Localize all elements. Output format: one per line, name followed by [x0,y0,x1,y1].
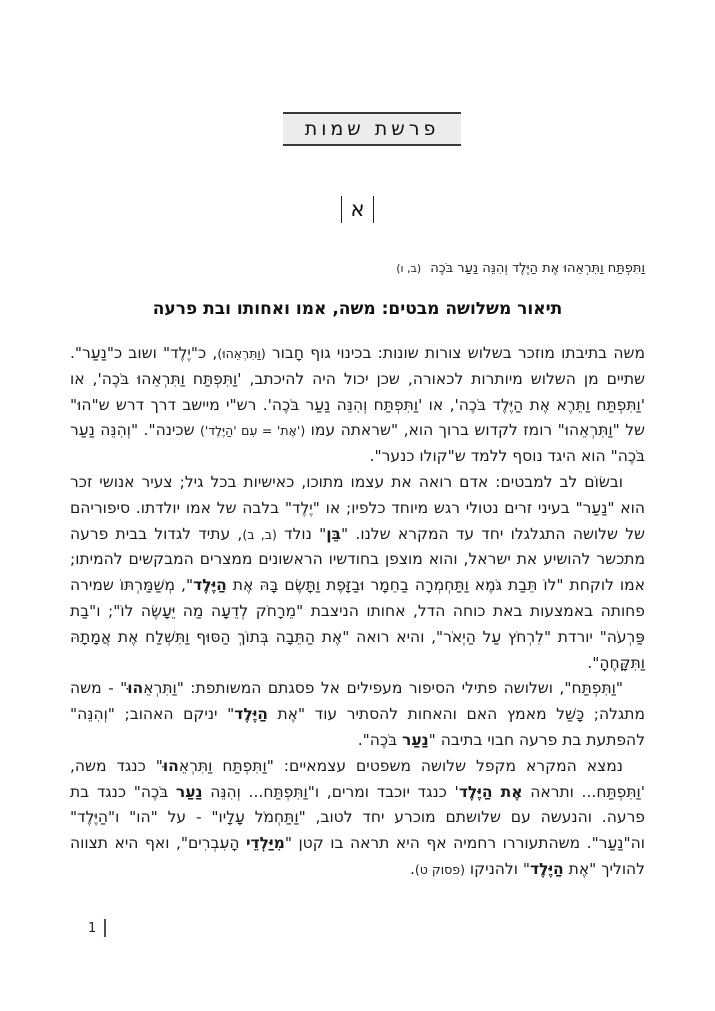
text-segment: מִיַּלְדֵי [245,834,285,853]
parsha-header-box [283,112,461,146]
page-number-divider [104,919,106,937]
chapter-marker-bar-left [373,196,374,223]
text-segment: " יניקם האהוב; "וְהִנֵּה" להפתעת בת פרעה חבוי בתיבה " [70,705,645,749]
text-segment: , עתיד לגדול בבית פרעה מתכשר להושיע את ישראל, והוא מוצפן בחודשיו הראשונים ממצרים המבקשים להמיתו; אמו לוקחת "לוֹ תֵּבַת גֹּמֶא וַתַּחְמְרָה בַחֵמָר וּבַזָּפֶת וַתָּשֶׂם בָּהּ אֶת [70,524,645,595]
section-heading: תיאור משלושה מבטים: משה, אמו ואחותו ובת פרעה [152,299,563,319]
text-segment: אֶת הַיֶּלֶד [458,782,523,801]
text-segment: הַיֶּלֶד [193,576,227,595]
text-segment: " - משה מתגלה; כָּשַׁל מאמץ האם והאחות להסתיר עוד "אֶת [70,679,645,724]
paragraph [70,470,645,676]
text-segment: " נולד [276,524,327,543]
paragraph [70,341,645,470]
chapter-marker-bar-right [341,196,342,223]
text-segment: נַעַר [402,730,429,749]
text-segment: " ולהניקו [464,859,530,878]
text-segment: בֹּכֶה" כנגד בת פרעה. והנעשה עם שלושתם מוכרע יחד לטוב, "וַתַּחְמֹל עָלָיו" - על "הו" ו"הַיֶּלֶד" וה"נַעַר". משהתעוררו רחמיה אף היא תראה בו קטן " [70,782,645,853]
text-segment: הָעִבְרִים", ואף היא תצווה להוליך "אֶת [70,834,645,878]
text-segment: " כנגד משה, 'וַתִּפְתַּח... ותראה [70,756,645,801]
text-segment: הַיֶּלֶד [530,859,564,878]
text-segment: (פסוק ט) [414,861,465,877]
text-segment: בֹּכֶה". [357,730,402,749]
verse-text: וַתִּפְתַּח וַתִּרְאֵהוּ אֶת הַיֶּלֶד וְהִנֵּה נַעַר בֹּכֶה [430,261,645,276]
chapter-letter: א [350,196,365,221]
body-text [70,341,645,883]
text-segment: (וַתִּרְאֵהוּ) [217,346,266,361]
text-segment: . [409,859,415,878]
text-segment: שכינה". "וְהִנֵּה נַעַר בֹּכֶה" הוא היגד נוסף ללמד ש"קולו כנער". [70,421,645,466]
text-segment: , כ"יֶלֶד" ושוב כ"נַעַר". שתיים מן השלוש מיותרות לכאורה, שכן יכול היה להיכתב, 'וַתִּפְתַּח וַתִּרְאֵהוּ בֹּכֶה', או 'וַתִּפְתַּח וַתֵּרֶא אֶת הַיֶּלֶד בֹּכֶה', או 'וַתִּפְתַּח וְהִנֵּה נַעַר בֹּכֶה'. רש"י מיישב דרך דרש ש"הוּ" של "וַתִּרְאֵהוּ" רומז לקדוש ברוך הוא, "שראתה עמו [70,344,646,440]
text-segment: נמצא המקרא מקפל שלושה משפטים עצמאיים: "וַתִּפְתַּח וַתִּרְאֵ [178,756,623,775]
text-segment: בֵּן [326,524,342,543]
page-footer [88,919,106,937]
text-segment: "וַתִּפְתַּח", ושלושה פתילי הסיפור מעפילים אל פסגתם המשותפת: "וַתִּרְאֵ [143,679,623,698]
text-segment: ' כנגד יוכבד ומרים, ו"וַתִּפְתַּח... וְהִנֵּה [202,782,459,801]
parsha-title: פרשת שמות [304,118,440,140]
text-segment: נַעַר [175,782,203,801]
verse-reference: (ב, ו) [396,262,422,275]
verse-quote-line [70,261,645,276]
text-segment: הַיֶּלֶד [234,705,268,724]
text-segment: ובשׂוֹם לב למבטים: אדם רואה את עצמו מתוכו, כאישיות בכל גיל; צעיר אנושי זכר הוא "נַעַר" בעיני זרים נטולי רגש מיוחד כלפיו; או "יֶלֶד" בלבה של אמו יולדתו. סיפוריהם של שלושה התגלגלו יחד עד המקרא שלנו. " [70,472,646,543]
page-number: 1 [88,920,97,936]
text-segment: הוּ [162,756,179,775]
text-segment: ('אֶת' = עִם 'הַיֶּלֶד') [200,423,306,439]
paragraph [70,754,645,883]
chapter-marker [0,192,715,226]
text-segment: ", מְשַׁמַּרְתּוֹ שמירה פחותה באמצעות באת כוחה הדל, אחותו הניצבת "מֵרָחֹק לְדֵעָה מַה יֵּעָשֶׂה לוֹ"; ו"בַת פַּרְעֹה" יורדת "לִרְחֹץ עַל הַיְאֹר", והיא רואה "אֶת הַתֵּבָה בְּתוֹךְ הַסּוּף וַתִּשְׁלַח אֶת אֲמָתָהּ וַתִּקָּחֶהָ". [70,576,645,672]
paragraph [70,676,645,753]
text-segment: הוּ [127,679,144,698]
text-segment: משה בתיבתו מוזכר בשלוש צורות שונות: בכינוי גוף חָבור [265,344,645,362]
text-segment: (ב, ב) [242,526,277,542]
